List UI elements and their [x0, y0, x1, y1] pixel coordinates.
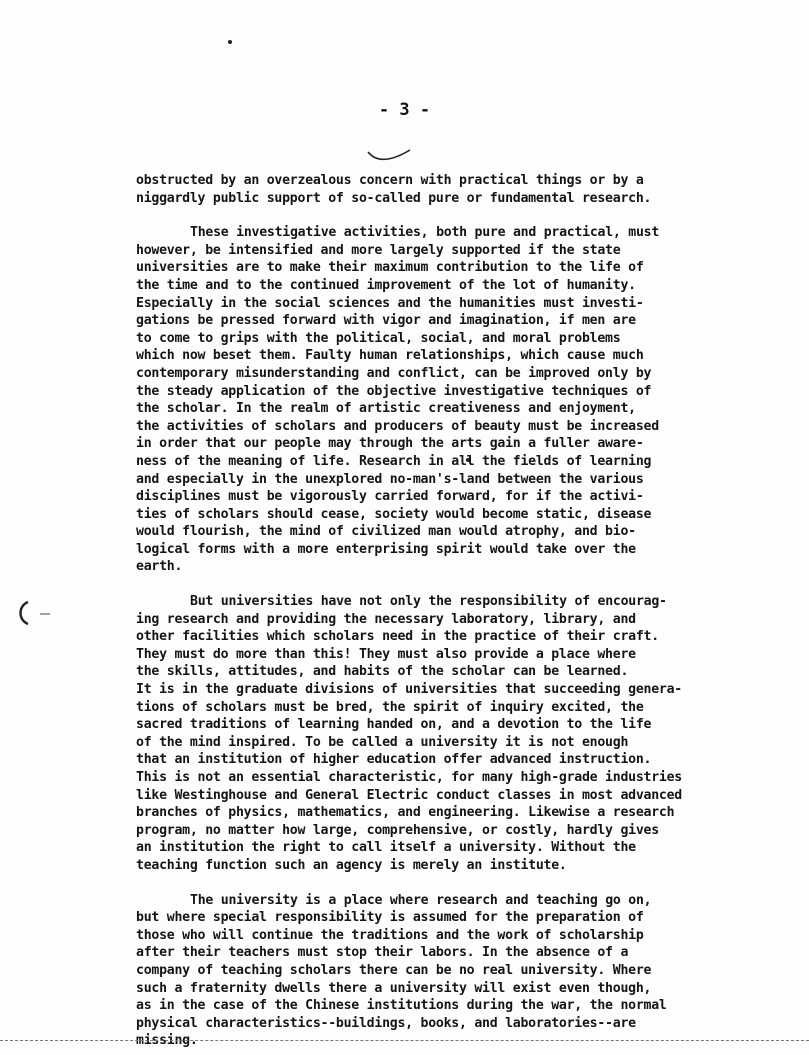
text-line: The university is a place where research and teaching go on, — [190, 892, 652, 908]
text-line: program, no matter how large, comprehensive, or costly, hardly gives — [136, 822, 659, 838]
text-line: niggardly public support of so-called pure or fundamental research. — [136, 190, 652, 206]
text-line: would flourish, the mind of civilized man would atrophy, and bio- — [136, 524, 636, 540]
text-line: universities are to make their maximum contribution to the life of — [136, 260, 644, 276]
text-line: They must do more than this! They must also provide a place where — [136, 646, 636, 662]
text-line: such a fraternity dwells there a university will exist even though, — [136, 980, 652, 996]
text-line: which now beset them. Faulty human relationships, which cause much — [136, 348, 644, 364]
text-line: the scholar. In the realm of artistic creativeness and enjoyment, — [136, 401, 636, 417]
text-line: those who will continue the traditions and the work of scholarship — [136, 927, 644, 943]
text-line: branches of physics, mathematics, and engineering. Likewise a research — [136, 805, 675, 821]
paragraph — [136, 224, 736, 576]
text-line: like Westinghouse and General Electric conduct classes in most advanced — [136, 787, 682, 803]
handwritten-mark-icon — [366, 146, 412, 166]
paragraph — [136, 593, 736, 875]
text-line: an institution the right to call itself a university. Without the — [136, 840, 636, 856]
text-line: earth. — [136, 559, 183, 575]
page-number: - 3 - — [378, 100, 431, 120]
text-line: missing. — [136, 1033, 198, 1049]
text-line: gations be pressed forward with vigor and imagination, if men are — [136, 313, 636, 329]
text-line: It is in the graduate divisions of universities that succeeding genera- — [136, 682, 682, 698]
text-line: logical forms with a more enterprising spirit would take over the — [136, 541, 636, 557]
text-line: that an institution of higher education offer advanced instruction. — [136, 752, 652, 768]
paragraph-gap — [136, 207, 736, 224]
text-line: ness of the meaning of life. Research in all the fields of learning — [136, 453, 652, 469]
page-bottom-rule — [0, 1040, 809, 1041]
scan-speck — [228, 40, 232, 44]
text-line: physical characteristics--buildings, books, and laboratories--are — [136, 1015, 636, 1031]
paragraph-gap — [136, 576, 736, 593]
margin-bracket-icon — [14, 598, 54, 628]
text-line: however, be intensified and more largely supported if the state — [136, 242, 621, 258]
text-line: other facilities which scholars need in the practice of their craft. — [136, 629, 659, 645]
text-line: obstructed by an overzealous concern with practical things or by a — [136, 173, 644, 188]
text-line: ing research and providing the necessary laboratory, library, and — [136, 611, 636, 627]
paragraph-gap — [136, 875, 736, 892]
text-line: teaching function such an agency is merely an institute. — [136, 857, 567, 873]
text-line: but where special responsibility is assumed for the preparation of — [136, 910, 644, 926]
document-body — [136, 172, 736, 1050]
text-line: the skills, attitudes, and habits of the scholar can be learned. — [136, 664, 629, 680]
text-line: But universities have not only the responsibility of encourag- — [190, 594, 667, 610]
paragraph — [136, 892, 736, 1050]
text-line: ties of scholars should cease, society would become static, disease — [136, 506, 652, 522]
text-line: contemporary misunderstanding and conflict, can be improved only by — [136, 365, 652, 381]
text-line: of the mind inspired. To be called a university it is not enough — [136, 734, 629, 750]
text-line: to come to grips with the political, social, and moral problems — [136, 330, 621, 346]
text-line: tions of scholars must be bred, the spirit of inquiry excited, the — [136, 699, 644, 715]
text-line: the steady application of the objective investigative techniques of — [136, 383, 652, 399]
text-line: This is not an essential characteristic, for many high-grade industries — [136, 770, 682, 785]
text-line: These investigative activities, both pure and practical, must — [190, 225, 660, 241]
paragraph — [136, 172, 736, 207]
text-line: in order that our people may through the arts gain a fuller aware- — [136, 436, 644, 452]
text-line: after their teachers must stop their labors. In the absence of a — [136, 945, 629, 961]
text-line: disciplines must be vigorously carried forward, for if the activi- — [136, 489, 644, 505]
text-line: company of teaching scholars there can be no real university. Where — [136, 962, 652, 978]
text-line: Especially in the social sciences and the humanities must investi- — [136, 295, 644, 311]
text-line: the activities of scholars and producers of beauty must be increased — [136, 418, 659, 434]
text-line: the time and to the continued improvement of the lot of humanity. — [136, 277, 636, 293]
text-line: as in the case of the Chinese institutions during the war, the normal — [136, 998, 667, 1014]
text-line: sacred traditions of learning handed on, and a devotion to the life — [136, 717, 652, 733]
text-line: and especially in the unexplored no-man's-land between the various — [136, 471, 644, 487]
